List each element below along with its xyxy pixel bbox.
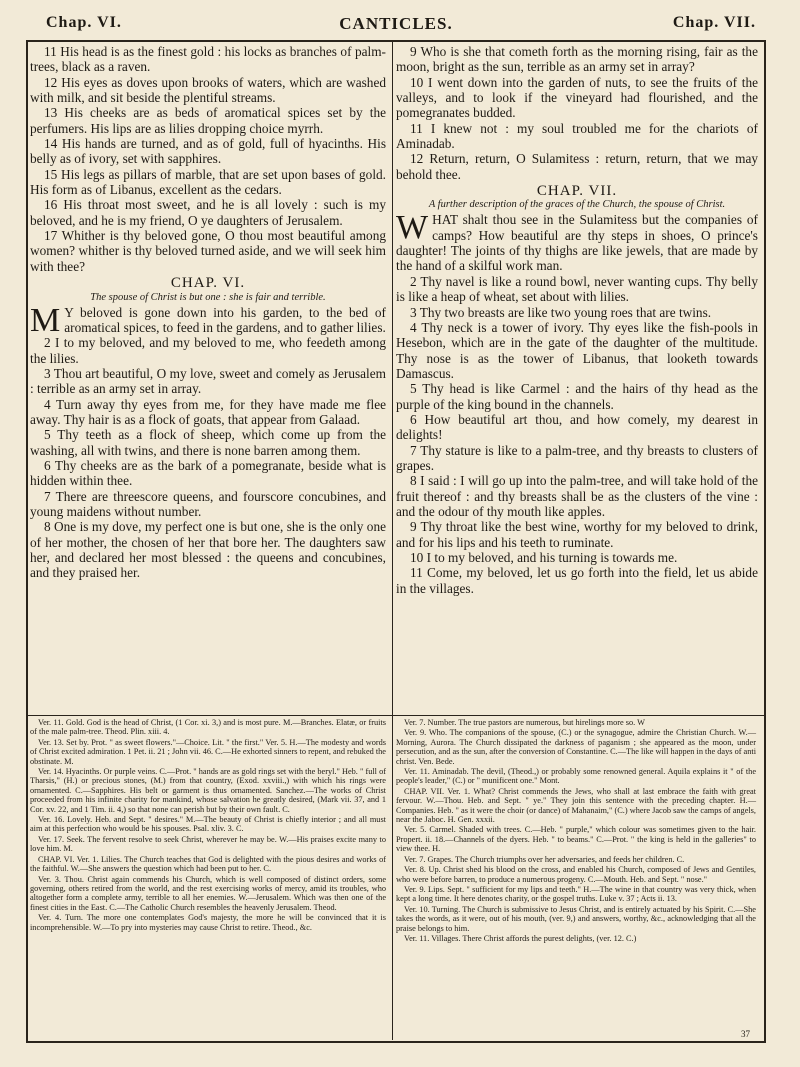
verse: 2 I to my beloved, and my beloved to me, who feedeth among the lilies.	[30, 335, 386, 366]
left-column	[30, 44, 386, 581]
footnote: Ver. 4. Turn. The more one contemplates God's majesty, the more he will be convinced that it is incomprehensible. W.—To pry into mysteries may cause Christ to retire. Theod., &c.	[30, 913, 386, 932]
verse: 7 There are threescore queens, and fourscore concubines, and young maidens without number.	[30, 488, 386, 519]
column-divider	[392, 40, 393, 715]
chapter-heading: CHAP. VI.	[170, 275, 246, 292]
verse-text: HAT shalt thou see in the Sulamitess but the companies of camps? How beautiful are thy steps in shoes, O prince's daughter! The joints of thy thighs are like jewels, that are made by the hand of a skilful work man.	[396, 212, 758, 274]
verse: 6 How beautiful art thou, and how comely, my dearest in delights!	[396, 411, 758, 443]
footnote: Ver. 11. Villages. There Christ affords the purest delights, (ver. 12. C.)	[404, 933, 637, 943]
verse: 9 Who is she that cometh forth as the morning rising, fair as the moon, bright as the sun, terrible as an army set in array?	[396, 44, 758, 75]
right-column	[396, 44, 758, 596]
verse: 3 Thou art beautiful, O my love, sweet and comely as Jerusalem : terrible as an army set in array.	[30, 365, 386, 397]
footnote: Ver. 9. Who. The companions of the spouse, (C.) or the synagogue, admire the Christian Church. W.—Morning, Aurora. The Church dissipated the darkness of paganism ; she appeared as the moon, under persecution, and as the sun, after the conversion of Constantine. C.—The like will happen in the days of anti christ. Ven. Bede.	[396, 728, 756, 766]
verse: 17 Whither is thy beloved gone, O thou most beautiful among women? whither is thy beloved turned aside, and we will seek him with thee?	[30, 228, 386, 274]
verse: 12 His eyes as doves upon brooks of waters, which are washed with milk, and sit beside the plentiful streams.	[30, 74, 386, 106]
header-right: Chap. VII.	[672, 14, 756, 31]
notes-rule	[26, 715, 766, 716]
footnote: Ver. 7. Grapes. The Church triumphs over her adversaries, and feeds her children. C.	[404, 854, 685, 864]
footnotes-right	[396, 718, 756, 944]
footnote: Ver. 3. Thou. Christ again commends his Church, which is well composed of distinct orders, some governing, others retired from the world, and the rest exercising works of mercy, amid its troubles, who altogether form a complete army, terrible to all her enemies. W.—Jerusalem. Which was then one of the finest cities in the East. C.—The Catholic Church resembles the heavenly Jerusalem. Theod.	[30, 874, 386, 912]
footnote: Ver. 8. Up. Christ shed his blood on the cross, and enabled his Church, composed of Jews and Gentiles, who were before barren, to produce a numerous progeny. C.—Mouth. Heb. and Sept. " nose."	[396, 865, 756, 884]
verse: 10 I went down into the garden of nuts, to see the fruits of the valleys, and to look if the vineyard had flourished, and the pomegranates budded.	[396, 74, 758, 121]
verse: 7 Thy stature is like to a palm-tree, and thy breasts to clusters of grapes.	[396, 442, 758, 473]
footnote: CHAP. VI. Ver. 1. Lilies. The Church teaches that God is delighted with the pious desires and works of the faithful. W.—She answers the question which had been put to her. C.	[30, 854, 386, 874]
chapter-summary: A further description of the graces of the Church, the spouse of Christ.	[428, 199, 726, 211]
verse: 5 Thy head is like Carmel : and the hairs of thy head as the purple of the king bound in the channels.	[396, 381, 758, 412]
chapter-summary: The spouse of Christ is but one : she is fair and terrible.	[90, 291, 326, 303]
footnote: Ver. 5. Carmel. Shaded with trees. C.—Heb. " purple," which colour was sometimes given to the hair. Propert. ii. 18.—Channels of the dyers. Heb. " to beams." C.—Prot. " the king is held in the galleries" to view thee. H.	[396, 825, 756, 854]
verse: 10 I to my beloved, and his turning is towards me.	[410, 550, 678, 565]
footnote: Ver. 9. Lips. Sept. " sufficient for my lips and teeth." H.—The wine in that country was very thick, when kept a long time. It here denotes charity, or the gospel truths. Luke v. 37 ; Acts ii. 13.	[396, 884, 756, 904]
verse: 8 One is my dove, my perfect one is but one, she is the only one of her mother, the chosen of her that bore her. The daughters saw her, and declared her most blessed : the queens and concubines, and they praised her.	[30, 519, 386, 581]
header-left: Chap. VI.	[46, 14, 122, 31]
verse: 2 Thy navel is like a round bowl, never wanting cups. Thy belly is like a heap of wheat, set about with lilies.	[396, 273, 758, 305]
verse: 16 His throat most sweet, and he is all lovely : such is my beloved, and he is my friend, O ye daughters of Jerusalem.	[30, 197, 386, 228]
page-number: 37	[741, 1029, 750, 1039]
footnote: Ver. 14. Hyacinths. Or purple veins. C.—Prot. " hands are as gold rings set with the beryl." Heb. " full of Tharsis," (H.) or precious stones, (M.) from that country, (Exod. xxviii.,) with which his rings were ornamented. C.—Sapphires. His belt or garment is thus ornamented. Sanchez.—The works of Christ proceeded from his infinite charity for mankind, whose salvation he greatly desired, (Mark vii. 37, and 1 Cor. xv. 22, and 1 Tim. ii. 4,) so that none can perish but by their own fault. C.	[30, 767, 386, 814]
verse: 4 Turn away thy eyes from me, for they have made me flee away. Thy hair is as a flock of goats, that appear from Galaad.	[30, 396, 386, 427]
verse: 13 His cheeks are as beds of aromatical spices set by the perfumers. His lips are as lilies dropping choice myrrh.	[30, 105, 386, 136]
verse: 12 Return, return, O Sulamitess : return, return, that we may behold thee.	[396, 151, 758, 182]
verse: 11 His head is as the finest gold : his locks as branches of palm-trees, black as a raven.	[30, 44, 386, 75]
running-header	[26, 6, 766, 40]
drop-cap: M	[30, 301, 61, 339]
verse: 3 Thy two breasts are like two young roes that are twins.	[410, 304, 712, 320]
footnote: CHAP. VII. Ver. 1. What? Christ commends the Jews, who shall at last embrace the faith with great fervour. W.—Thou. Heb. and Sept. " ye." They join this sentence with the preceding chapter. H.—Companies. Heb. " as it were the choir (or dance) of Mahanaim," (C.) where Jacob saw the camps of angels, near the Jaboc. H. Gen. xxxii.	[396, 786, 756, 825]
notes-divider	[392, 715, 393, 1040]
footnotes-left	[30, 718, 386, 933]
footnote: Ver. 16. Lovely. Heb. and Sept. " desires." M.—The beauty of Christ is chiefly interior ; and all must aim at this perfection who would be his spouses. Psal. xliv. 3. C.	[30, 815, 386, 834]
verse: 11 Come, my beloved, let us go forth into the field, let us abide in the villages.	[396, 565, 758, 596]
verse: 14 His hands are turned, and as of gold, full of hyacinths. His belly as of ivory, set with sapphires.	[30, 136, 386, 167]
verse: 8 I said : I will go up into the palm-tree, and will take hold of the fruit thereof : and thy breasts shall be as the clusters of the vine : and the odour of thy mouth like apples.	[396, 473, 758, 519]
verse-first	[396, 209, 758, 274]
verse-first	[30, 301, 386, 339]
footnote: Ver. 10. Turning. The Church is submissive to Jesus Christ, and is entirely actuated by his Spirit. C.—She takes the words, as it were, out of his mouth, (ver. 9,) and answers, worthy, &c., acknowledging that all the praise belongs to him.	[396, 904, 756, 933]
chapter-heading: CHAP. VII.	[536, 183, 618, 200]
footnote: Ver. 17. Seek. The fervent resolve to seek Christ, wherever he may be. W.—His praises excite many to love him. M.	[30, 834, 386, 854]
verse: 15 His legs as pillars of marble, that are set upon bases of gold. His form as of Libanus, excellent as the cedars.	[30, 166, 386, 198]
verse: 6 Thy cheeks are as the bark of a pomegranate, beside what is hidden within thee.	[30, 457, 386, 489]
footnote: Ver. 13. Set by. Prot. " as sweet flowers."—Choice. Lit. " the first." Ver. 5. H.—The modesty and words of Christ excited admiration. 1 Pet. ii. 21 ; John vii. 46. C.—He exhorted sinners to repent, and rebuked the obstinate. M.	[30, 737, 386, 766]
footnote: Ver. 11. Gold. God is the head of Christ, (1 Cor. xi. 3,) and is most pure. M.—Branches. Elatæ, or fruits of the male palm-tree. Theod. Plin. xiii. 4.	[30, 718, 386, 737]
verse: 9 Thy throat like the best wine, worthy for my beloved to drink, and for his lips and his teeth to ruminate.	[396, 519, 758, 550]
footnote: Ver. 7. Number. The true pastors are numerous, but hirelings more so. W	[404, 718, 645, 727]
verse: 5 Thy teeth as a flock of sheep, which come up from the washing, all with twins, and there is none barren among them.	[30, 427, 386, 458]
verse: 4 Thy neck is a tower of ivory. Thy eyes like the fish-pools in Hesebon, which are in the gate of the daughter of the multitude. Thy nose is as the tower of Libanus, that looketh towards Damascus.	[396, 319, 758, 381]
header-title: CANTICLES.	[339, 14, 453, 33]
verse: 11 I knew not : my soul troubled me for the chariots of Aminadab.	[396, 120, 758, 152]
footnote: Ver. 11. Aminadab. The devil, (Theod.,) or probably some renowned general. Aquila explains it " of the people's leader," (C.) or " munificent one." Mont.	[396, 767, 756, 786]
drop-cap: W	[396, 209, 429, 247]
verse-text: Y beloved is gone down into his garden, to the bed of aromatical spices, to feed in the gardens, and to gather lilies.	[64, 304, 386, 335]
